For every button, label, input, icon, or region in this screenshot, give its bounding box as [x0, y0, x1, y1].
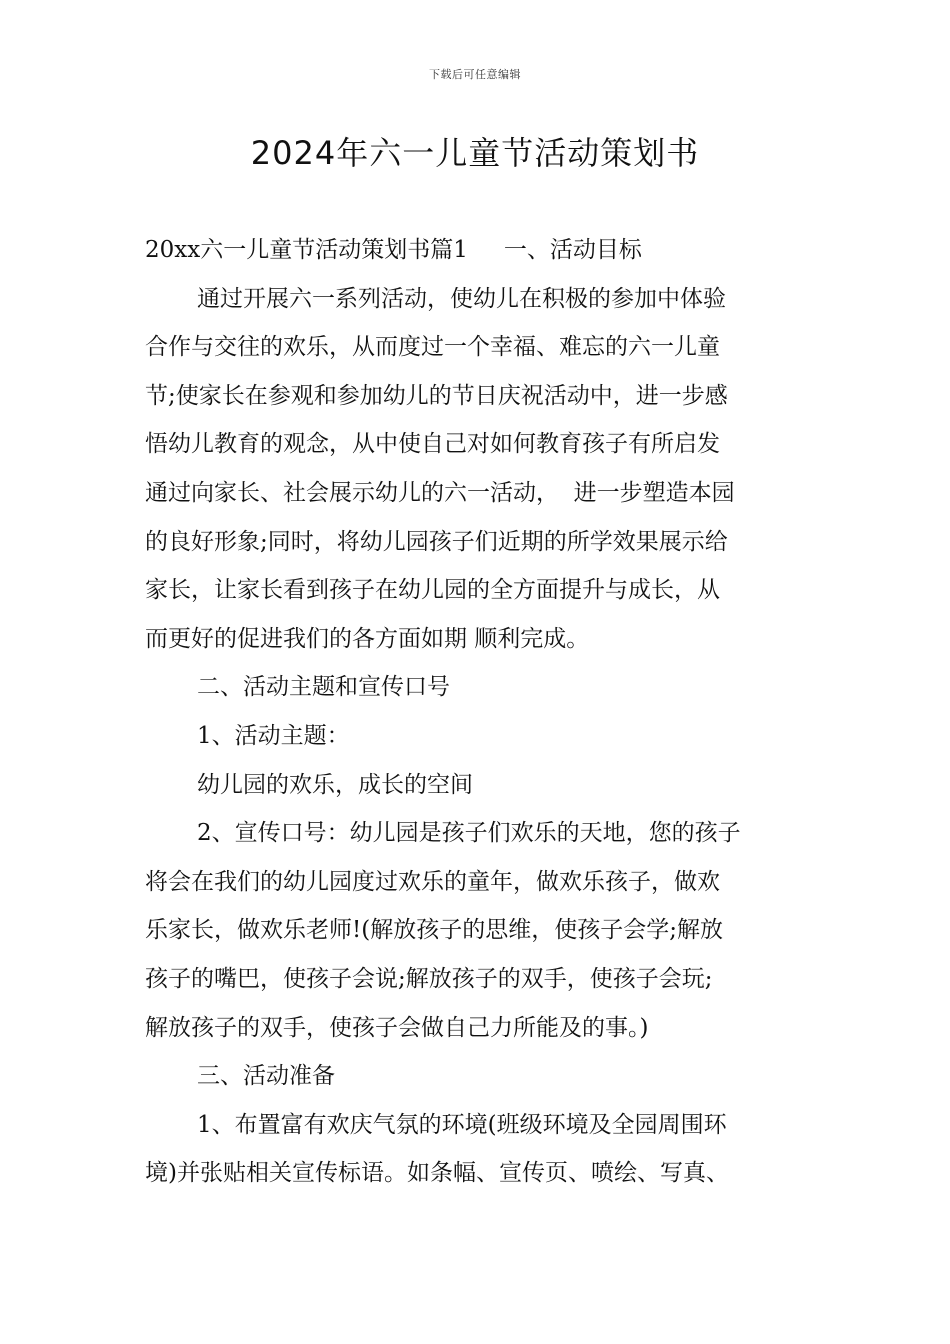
- paragraph-line: 乐家长，做欢乐老师!(解放孩子的思维，使孩子会学;解放: [145, 917, 723, 944]
- paragraph-line: 而更好的促进我们的各方面如期 顺利完成。: [145, 625, 590, 652]
- paragraph-line: 节;使家长在参观和参加幼儿的节日庆祝活动中，进一步感: [145, 382, 728, 409]
- subheading-theme: 1、活动主题：: [197, 722, 350, 749]
- header-note: 下载后可任意编辑: [429, 68, 521, 81]
- document-title: 2024年六一儿童节活动策划书: [250, 134, 700, 172]
- theme-text: 幼儿园的欢乐，成长的空间: [197, 771, 473, 798]
- section-heading-prefix: 20xx六一儿童节活动策划书篇1: [145, 237, 468, 263]
- paragraph-line: 通过开展六一系列活动，使幼儿在积极的参加中体验: [197, 285, 726, 312]
- paragraph-line: 境)并张贴相关宣传标语。如条幅、宣传页、喷绘、写真、: [145, 1160, 729, 1187]
- section-heading-preparation: 三、活动准备: [197, 1063, 335, 1090]
- paragraph-line: 将会在我们的幼儿园度过欢乐的童年，做欢乐孩子，做欢: [145, 868, 720, 895]
- section-heading-line: [145, 226, 807, 275]
- paragraph-line: 2、宣传口号：幼儿园是孩子们欢乐的天地，您的孩子: [197, 820, 741, 847]
- paragraph-line: 解放孩子的双手，使孩子会做自己力所能及的事。): [145, 1014, 649, 1041]
- paragraph-line: 通过向家长、社会展示幼儿的六一活动， 进一步塑造本园: [145, 479, 735, 506]
- paragraph-line: 孩子的嘴巴，使孩子会说;解放孩子的双手，使孩子会玩;: [145, 965, 713, 992]
- section-heading-goal: 一、活动目标: [503, 237, 642, 263]
- paragraph-line: 1、布置富有欢庆气氛的环境(班级环境及全园周围环: [197, 1111, 727, 1138]
- paragraph-line: 家长，让家长看到孩子在幼儿园的全方面提升与成长，从: [145, 577, 720, 604]
- section-heading-theme: 二、活动主题和宣传口号: [197, 674, 450, 701]
- paragraph-line: 悟幼儿教育的观念，从中使自己对如何教育孩子有所启发: [145, 431, 720, 458]
- document-body: [145, 226, 807, 1198]
- paragraph-line: 合作与交往的欢乐，从而度过一个幸福、难忘的六一儿童: [145, 334, 720, 361]
- paragraph-line: 的良好形象;同时，将幼儿园孩子们近期的所学效果展示给: [145, 528, 728, 555]
